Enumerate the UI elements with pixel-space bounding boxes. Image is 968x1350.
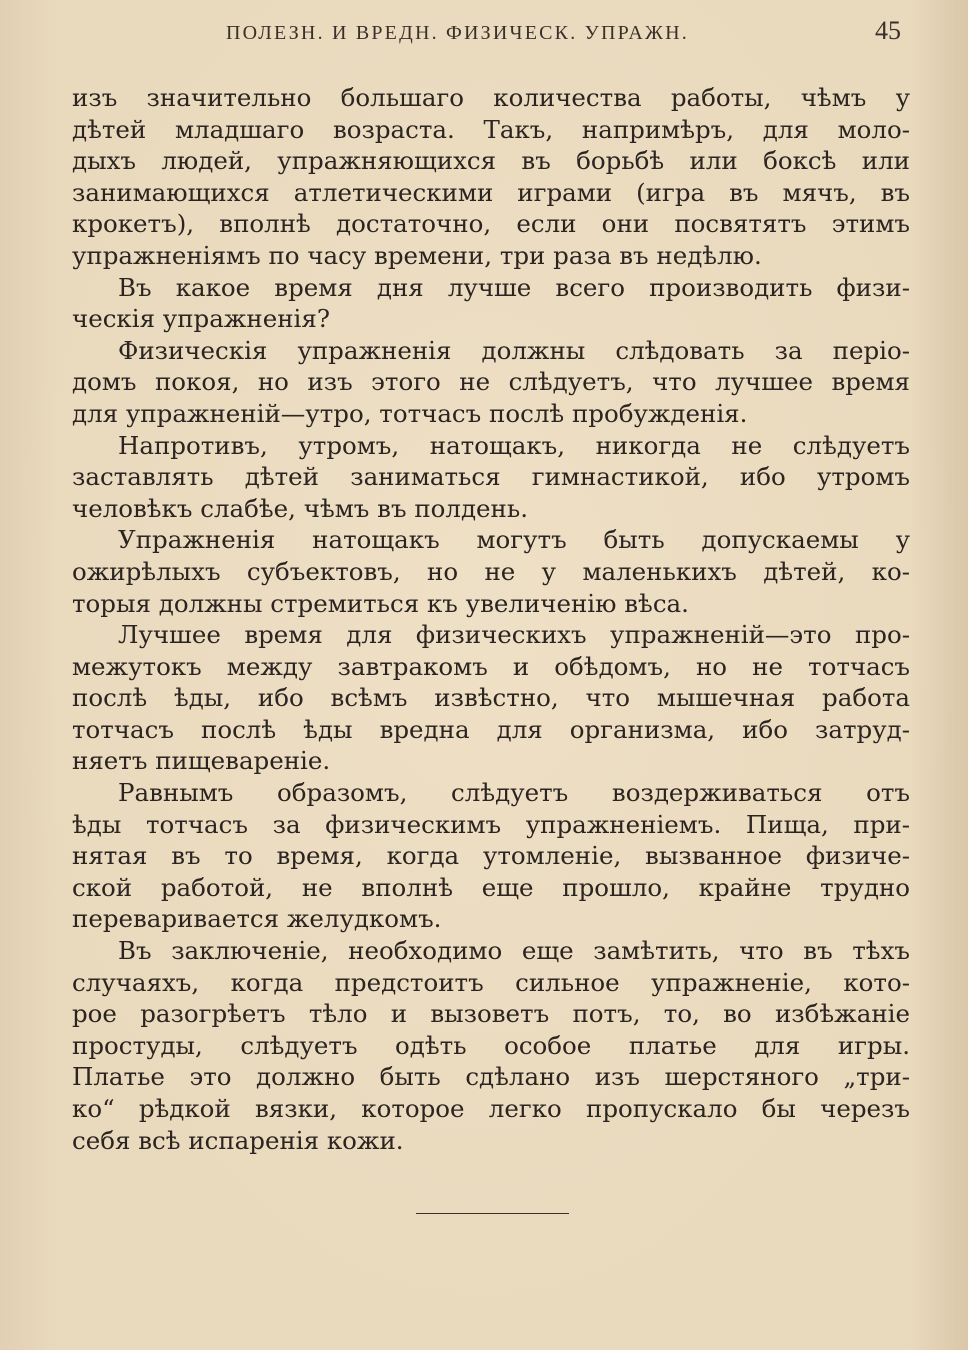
- text-line: Въ заключеніе, необходимо еще замѣтить, что въ тѣхъ: [118, 936, 910, 966]
- text-line: заставлять дѣтей заниматься гимнастикой, ибо утромъ: [72, 462, 910, 492]
- page-number: 45: [875, 16, 901, 45]
- text-line: рое разогрѣетъ тѣло и вызоветъ потъ, то, во избѣжаніе: [72, 999, 910, 1029]
- section-end-rule: [416, 1213, 569, 1214]
- text-line: занимающихся атлетическими играми (игра въ мячъ, въ: [72, 177, 910, 207]
- text-line: человѣкъ слабѣе, чѣмъ въ полдень.: [72, 493, 529, 523]
- text-line: ко“ рѣдкой вязки, которое легко пропускало бы черезъ: [72, 1094, 910, 1123]
- text-line: изъ значительно большаго количества работы, чѣмъ у: [72, 83, 910, 112]
- body-text: [72, 82, 910, 1156]
- text-line: няетъ пищевареніе.: [72, 746, 331, 776]
- text-line: Напротивъ, утромъ, натощакъ, никогда не слѣдуетъ: [118, 430, 910, 460]
- text-line: домъ покоя, но изъ этого не слѣдуетъ, что лучшее время: [72, 367, 910, 397]
- text-line: крокетъ), вполнѣ достаточно, если они посвятятъ этимъ: [72, 209, 910, 239]
- text-line: тотчасъ послѣ ѣды вредна для организма, ибо затруд-: [72, 714, 910, 744]
- text-line: послѣ ѣды, ибо всѣмъ извѣстно, что мышечная работа: [72, 683, 910, 713]
- text-line: ской работой, не вполнѣ еще прошло, крайне трудно: [72, 872, 910, 902]
- text-line: нятая въ то время, когда утомленіе, вызванное физиче-: [72, 841, 910, 871]
- text-line: ожирѣлыхъ субъектовъ, но не у маленькихъ дѣтей, ко-: [72, 556, 910, 586]
- text-line: упражненіямъ по часу времени, три раза въ недѣлю.: [72, 240, 762, 270]
- text-line: Упражненія натощакъ могутъ быть допускаемы у: [118, 525, 910, 555]
- text-line: случаяхъ, когда предстоитъ сильное упражненіе, кото-: [72, 967, 910, 997]
- text-line: простуды, слѣдуетъ одѣть особое платье для игры.: [72, 1030, 910, 1060]
- text-line: Платье это должно быть сдѣлано изъ шерстяного „три-: [72, 1062, 910, 1092]
- text-line: ѣды тотчасъ за физическимъ упражненіемъ. Пища, при-: [72, 809, 910, 839]
- text-line: торыя должны стремиться къ увеличенію вѣса.: [72, 588, 689, 618]
- text-line: Физическія упражненія должны слѣдовать за періо-: [118, 335, 910, 365]
- text-line: дѣтей младшаго возраста. Такъ, напримѣръ, для моло-: [72, 114, 910, 144]
- text-line: Лучшее время для физическихъ упражненій—это про-: [118, 620, 910, 650]
- text-line: Равнымъ образомъ, слѣдуетъ воздерживаться отъ: [118, 778, 910, 808]
- text-line: дыхъ людей, упражняющихся въ борьбѣ или боксѣ или: [72, 146, 910, 176]
- text-line: ческія упражненія?: [72, 304, 330, 334]
- running-head: ПОЛЕЗН. И ВРЕДН. ФИЗИЧЕСК. УПРАЖН.: [226, 22, 689, 44]
- text-line: переваривается желудкомъ.: [72, 904, 442, 934]
- text-line: себя всѣ испаренія кожи.: [72, 1125, 404, 1155]
- text-line: для упражненій—утро, тотчасъ послѣ пробужденія.: [72, 398, 748, 428]
- text-line: Въ какое время дня лучше всего производить физи-: [118, 272, 910, 302]
- text-line: межутокъ между завтракомъ и обѣдомъ, но не тотчасъ: [72, 651, 910, 681]
